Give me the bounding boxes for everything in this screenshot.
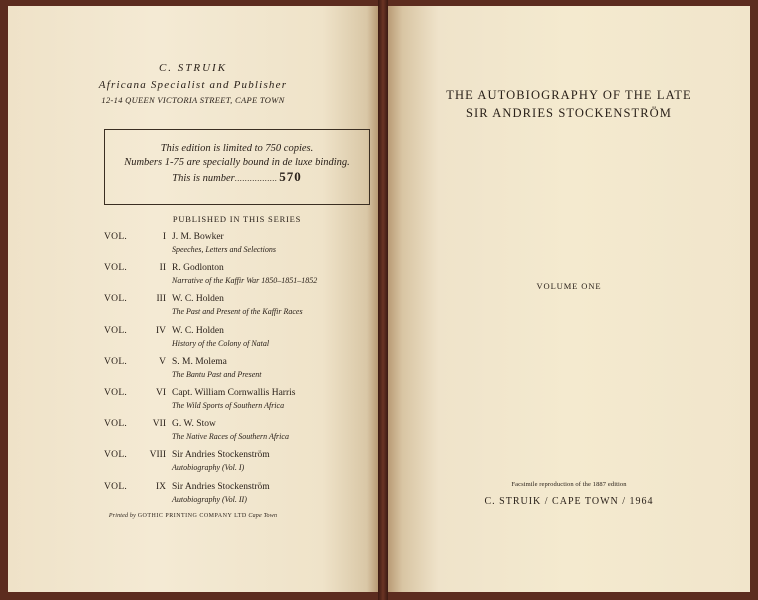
- printer-city: Cape Town: [248, 513, 278, 519]
- limited-number-prefix: This is number: [172, 173, 235, 184]
- volume-author: Sir Andries Stockenström: [172, 450, 270, 461]
- volume-label-prefix: VOL.: [104, 232, 128, 242]
- facsimile-note: Facsimile reproduction of the 1887 edition: [511, 481, 627, 488]
- volume-author: Capt. William Cornwallis Harris: [172, 387, 296, 398]
- volume-entry: [104, 263, 374, 294]
- series-heading: PUBLISHED IN THIS SERIES: [172, 214, 302, 224]
- volume-title: Autobiography (Vol. II): [172, 494, 247, 504]
- volume-title: Autobiography (Vol. I): [172, 463, 245, 473]
- publisher-address: 12-14 QUEEN VICTORIA STREET, CAPE TOWN: [101, 95, 285, 105]
- volume-entry: [104, 450, 374, 481]
- volume-author: R. Godlonton: [172, 263, 224, 274]
- volume-entry: [104, 357, 374, 388]
- volume-title: Speeches, Letters and Selections: [172, 245, 276, 254]
- volume-author: J. M. Bowker: [172, 232, 224, 242]
- limited-line-1: This edition is limited to 750 copies.: [160, 143, 314, 154]
- left-page: [8, 6, 378, 592]
- volume-number: II: [159, 263, 166, 274]
- volume-author: S. M. Molema: [172, 356, 227, 367]
- volume-author: W. C. Holden: [172, 294, 224, 305]
- printer-credit: [8, 513, 378, 519]
- book-gutter: [378, 0, 388, 600]
- publisher-imprint: C. STRUIK / CAPE TOWN / 1964: [484, 496, 654, 507]
- volume-author: W. C. Holden: [172, 325, 224, 336]
- limited-line-3: [105, 170, 369, 186]
- printer-prefix: Printed by: [108, 513, 136, 519]
- right-page: [388, 6, 750, 592]
- volume-title: Narrative of the Kaffir War 1850–1851–1852: [172, 276, 318, 286]
- volume-entry: [104, 326, 374, 357]
- volume-entry: [104, 482, 374, 513]
- volume-entry: [104, 388, 374, 419]
- volume-label-prefix: VOL.: [104, 387, 128, 398]
- volume-number: VIII: [149, 450, 166, 461]
- book-title-line-1: THE AUTOBIOGRAPHY OF THE LATE: [446, 88, 692, 102]
- volume-number: VII: [152, 419, 166, 430]
- volume-number: IX: [155, 481, 166, 492]
- book-title-line-2: SIR ANDRIES STOCKENSTRÖM: [465, 106, 673, 120]
- limited-line-2: Numbers 1-75 are specially bound in de luxe binding.: [124, 157, 350, 168]
- volume-number: IV: [155, 325, 166, 336]
- volume-label: VOLUME ONE: [536, 281, 602, 291]
- volume-label-prefix: VOL.: [104, 450, 128, 461]
- book-title: [388, 86, 750, 122]
- volume-label-prefix: VOL.: [104, 263, 128, 274]
- volume-author: G. W. Stow: [172, 419, 216, 430]
- volume-label-prefix: VOL.: [104, 325, 128, 336]
- volume-title: The Past and Present of the Kaffir Races: [172, 307, 303, 317]
- number-dots: .................: [234, 174, 278, 183]
- volume-title: The Wild Sports of Southern Africa: [172, 400, 285, 410]
- volume-number: V: [159, 356, 166, 367]
- volume-author: Sir Andries Stockenström: [172, 481, 270, 492]
- printer-name: GOTHIC PRINTING COMPANY LTD: [137, 513, 247, 519]
- volume-entry: [104, 419, 374, 450]
- volume-entry: [104, 232, 374, 263]
- volume-label-prefix: VOL.: [104, 481, 128, 492]
- volume-label-prefix: VOL.: [104, 294, 128, 305]
- copy-number: 570: [279, 169, 302, 184]
- volume-number: III: [156, 294, 166, 305]
- volume-list: [104, 232, 374, 513]
- volume-label-prefix: VOL.: [104, 356, 128, 367]
- volume-title: The Bantu Past and Present: [172, 369, 262, 379]
- volume-number: VI: [155, 387, 166, 398]
- limited-edition-box: [104, 129, 370, 205]
- publisher-name: C. STRUIK: [158, 62, 228, 74]
- volume-title: The Native Races of Southern Africa: [172, 432, 289, 442]
- volume-entry: [104, 294, 374, 325]
- volume-number: I: [162, 232, 166, 242]
- volume-title: History of the Colony of Natal: [172, 338, 270, 348]
- publisher-tagline: Africana Specialist and Publisher: [98, 79, 288, 91]
- volume-label-prefix: VOL.: [104, 419, 128, 430]
